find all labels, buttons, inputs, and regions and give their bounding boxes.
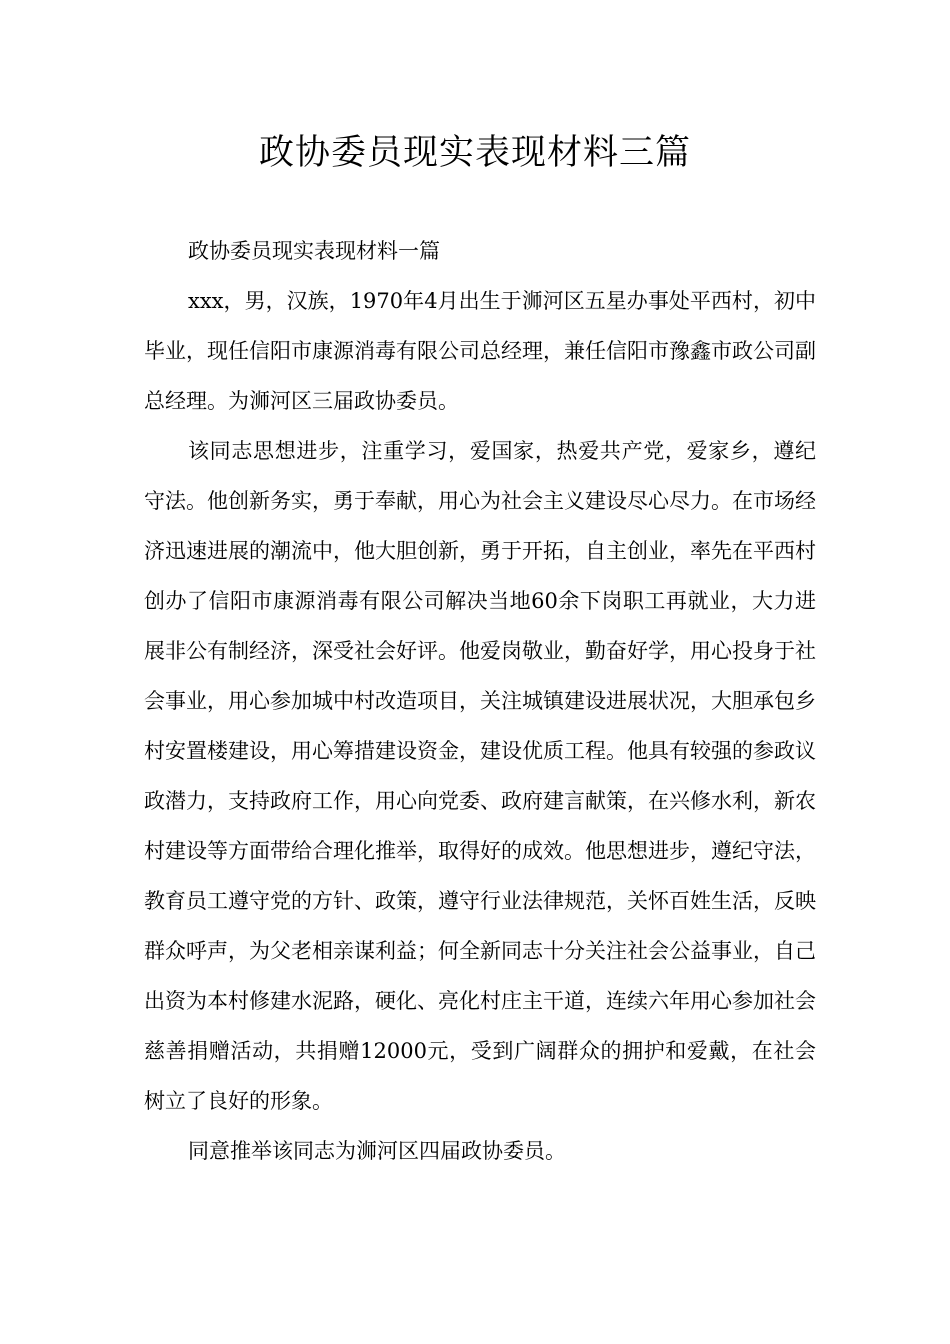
section-heading: 政协委员现实表现材料一篇 bbox=[188, 239, 440, 263]
paragraph-intro: xxx，男，汉族，1970年4月出生于浉河区五星办事处平西村，初中毕业，现任信阳市康源消毒有限公司总经理，兼任信阳市豫鑫市政公司副总经理。为浉河区三届政协委员。 bbox=[144, 289, 816, 413]
document-title: 政协委员现实表现材料三篇 bbox=[258, 133, 691, 173]
document-body bbox=[144, 226, 816, 1176]
paragraph-evaluation: 该同志思想进步，注重学习，爱国家，热爱共产党，爱家乡，遵纪守法。他创新务实，勇于奉献，用心为社会主义建设尽心尽力。在市场经济迅速进展的潮流中，他大胆创新，勇于开拓，自主创业，率先在平西村创办了信阳市康源消毒有限公司解决当地60余下岗职工再就业，大力进展非公有制经济，深受社会好评。他爱岗敬业，勤奋好学，用心投身于社会事业，用心参加城中村改造项目，关注城镇建设进展状况，大胆承包乡村安置楼建设，用心筹措建设资金，建设优质工程。他具有较强的参政议政潜力，支持政府工作，用心向党委、政府建言献策，在兴修水利，新农村建设等方面带给合理化推举，取得好的成效。他思想进步，遵纪守法，教育员工遵守党的方针、政策，遵守行业法律规范，关怀百姓生活，反映群众呼声，为父老相亲谋利益；何全新同志十分关注社会公益事业，自己出资为本村修建水泥路，硬化、亮化村庄主干道，连续六年用心参加社会慈善捐赠活动，共捐赠12000元，受到广阔群众的拥护和爱戴，在社会树立了良好的形象。 bbox=[144, 439, 816, 1113]
paragraph-recommendation: 同意推举该同志为浉河区四届政协委员。 bbox=[188, 1139, 566, 1163]
